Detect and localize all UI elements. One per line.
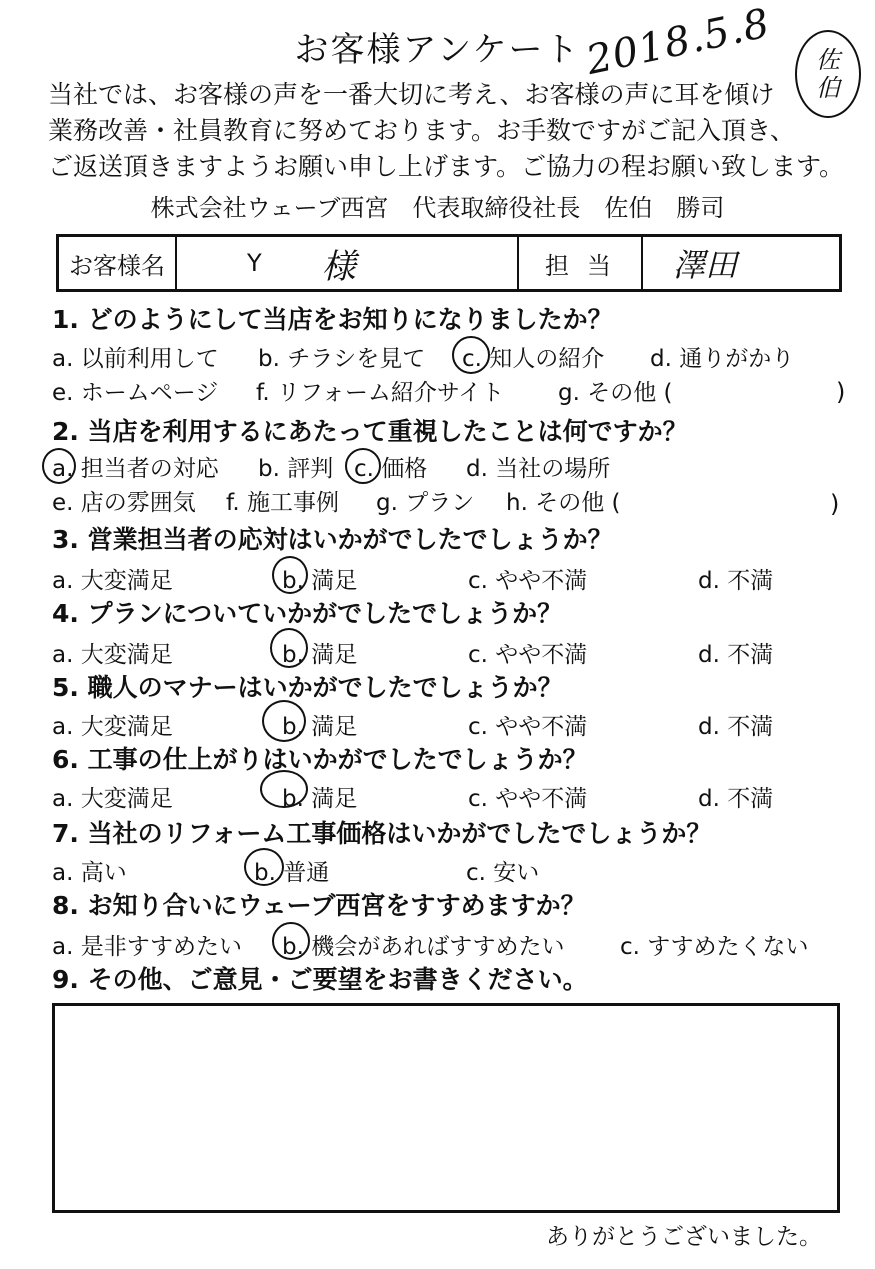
- q4-option-d: d. 不満: [698, 642, 774, 668]
- name-stamp: [795, 30, 861, 118]
- question-8: 8. お知り合いにウェーブ西宮をすすめますか？: [52, 891, 586, 920]
- q6-option-c: c. やや不満: [468, 786, 588, 812]
- staff-label: 担当: [519, 237, 643, 289]
- q7-option-a: a. 高い: [52, 860, 127, 886]
- q1-option-a: a. 以前利用して: [52, 346, 219, 372]
- q3-answer-circle: [272, 556, 308, 594]
- question-3: 3. 営業担当者の応対はいかがでしたでしょうか？: [52, 525, 613, 554]
- question-9: 9. その他、ご意見・ご要望をお書きください。: [52, 965, 588, 994]
- q2-option-g: g. プラン: [376, 490, 475, 516]
- q7-option-b: b. 普通: [254, 860, 330, 886]
- q4-answer-circle: [270, 628, 308, 668]
- q8-option-c: c. すすめたくない: [620, 934, 809, 960]
- q8-option-a: a. 是非すすめたい: [52, 934, 242, 960]
- customer-honorific: 様: [321, 246, 356, 287]
- q3-option-c: c. やや不満: [468, 568, 588, 594]
- q1-option-g: g. その他 (: [558, 380, 673, 406]
- q4-option-b: b. 満足: [282, 642, 358, 668]
- q3-option-b: b. 満足: [282, 568, 358, 594]
- q5-option-a: a. 大変満足: [52, 714, 173, 740]
- q2-option-c: c. 価格: [354, 456, 428, 482]
- q1-option-c: c. 知人の紹介: [462, 346, 605, 372]
- handwritten-date: 2018.5.8: [582, 0, 775, 84]
- q2-option-d: d. 当社の場所: [466, 456, 611, 482]
- question-2: 2. 当店を利用するにあたって重視したことは何ですか？: [52, 417, 688, 446]
- question-7: 7. 当社のリフォーム工事価格はいかがでしたでしょうか？: [52, 819, 712, 848]
- q8-option-b: b. 機会があればすすめたい: [282, 934, 565, 960]
- q1-option-d: d. 通りがかり: [650, 346, 795, 372]
- customer-name-field: [177, 237, 519, 289]
- q5-option-c: c. やや不満: [468, 714, 588, 740]
- q1-option-b: b. チラシを見て: [258, 346, 426, 372]
- question-6: 6. 工事の仕上がりはいかがでしたでしょうか？: [52, 745, 588, 774]
- q6-option-d: d. 不満: [698, 786, 774, 812]
- q1-option-f: f. リフォーム紹介サイト: [256, 380, 505, 406]
- company-signature: 株式会社ウェーブ西宮 代表取締役社長 佐伯 勝司: [150, 194, 725, 222]
- q3-option-a: a. 大変満足: [52, 568, 173, 594]
- question-5: 5. 職人のマナーはいかがでしたでしょうか？: [52, 673, 563, 702]
- q6-answer-circle: [260, 770, 308, 808]
- staff-name-value: 澤田: [673, 246, 738, 284]
- q7-option-c: c. 安い: [466, 860, 540, 886]
- customer-name-label: お客様名: [59, 237, 177, 289]
- intro-line-3: ご返送頂きますようお願い申し上げます。ご協力の程お願い致します。: [48, 152, 845, 181]
- q1-close-paren: ): [836, 378, 846, 406]
- q1-option-e: e. ホームページ: [52, 380, 219, 406]
- survey-title: お客様アンケート: [294, 30, 581, 70]
- q5-answer-circle: [262, 700, 306, 742]
- q2-option-e: e. 店の雰囲気: [52, 490, 196, 516]
- q5-option-d: d. 不満: [698, 714, 774, 740]
- q7-answer-circle: [244, 848, 284, 886]
- customer-name-value: Y: [247, 249, 262, 277]
- comment-box[interactable]: [52, 1003, 840, 1213]
- q4-option-c: c. やや不満: [468, 642, 588, 668]
- question-1: 1. どのようにして当店をお知りになりましたか？: [52, 305, 613, 334]
- q2-option-f: f. 施工事例: [226, 490, 340, 516]
- q3-option-d: d. 不満: [698, 568, 774, 594]
- q1-answer-circle: [452, 336, 490, 374]
- stamp-char-2: 伯: [816, 74, 840, 102]
- q8-answer-circle: [272, 922, 310, 960]
- q2-close-paren: ): [830, 490, 840, 518]
- q2-option-h: h. その他 (: [506, 490, 621, 516]
- customer-info-table: [56, 234, 842, 292]
- intro-line-2: 業務改善・社員教育に努めております。お手数ですがご記入頂き、: [48, 116, 796, 145]
- stamp-char-1: 佐: [816, 46, 840, 74]
- q2-answer-circle-c: [345, 448, 381, 484]
- q2-answer-circle-a: [42, 448, 76, 484]
- q2-option-b: b. 評判: [258, 456, 334, 482]
- intro-line-1: 当社では、お客様の声を一番大切に考え、お客様の声に耳を傾け: [48, 80, 775, 109]
- q2-option-a: a. 担当者の対応: [52, 456, 219, 482]
- q5-option-b: b. 満足: [282, 714, 358, 740]
- q6-option-a: a. 大変満足: [52, 786, 173, 812]
- q4-option-a: a. 大変満足: [52, 642, 173, 668]
- question-4: 4. プランについていかがでしたでしょうか？: [52, 599, 563, 628]
- thank-you-text: ありがとうございました。: [546, 1224, 822, 1250]
- q6-option-b: b. 満足: [282, 786, 358, 812]
